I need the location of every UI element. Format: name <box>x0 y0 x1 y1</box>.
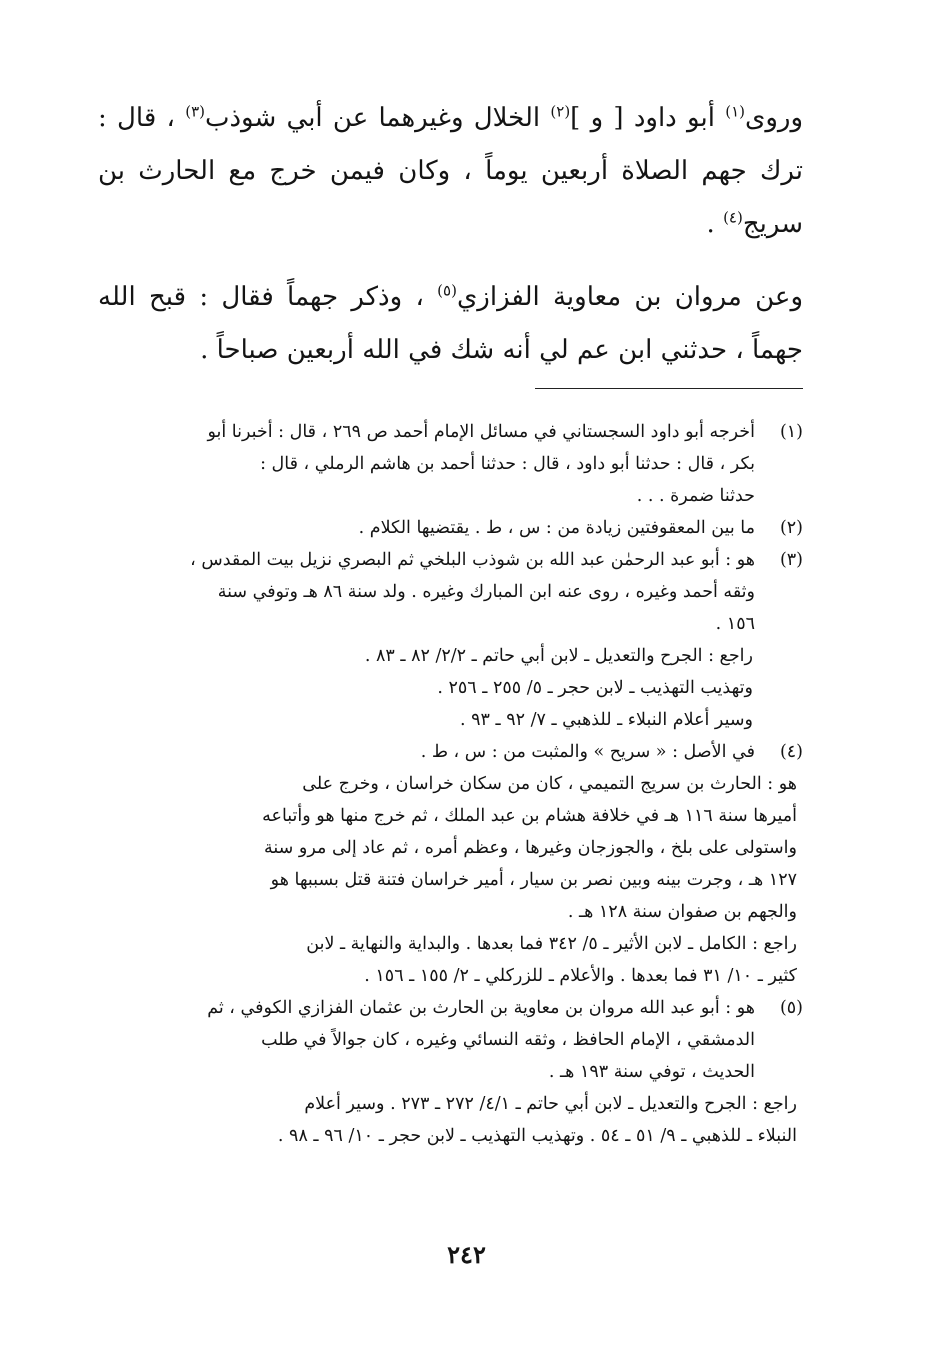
footnote-line: هو : أبو عبد الرحمٰن عبد الله بن شوذب البلخي ثم البصري نزيل بيت المقدس ، <box>190 550 755 570</box>
footnote-number: (١) <box>779 422 803 442</box>
text-run: وروى <box>744 103 804 133</box>
footnote-line: والجهم بن صفوان سنة ١٢٨ هـ . <box>567 902 797 922</box>
footnote-4 <box>98 736 803 768</box>
footnote-ref-5: (٥) <box>437 281 457 300</box>
text-run: . <box>706 209 724 239</box>
footnote-1 <box>98 416 803 512</box>
text-run: الخلال وغيرهما عن أبي شوذب <box>204 103 551 133</box>
footnote-separator <box>535 388 803 389</box>
paragraph-2 <box>98 271 803 377</box>
footnote-ref-2: (٢) <box>550 102 571 121</box>
reference-line: راجع : الجرح والتعديل ـ لابن أبي حاتم ـ ٢/٢/ ٨٢ ـ ٨٣ . <box>364 646 753 666</box>
text-run: أبو داود [ و ] <box>570 103 726 133</box>
footnote-line: أميرها سنة ١١٦ هـ في خلافة هشام بن عبد الملك ، ثم خرج منها هو وأتباعه <box>262 806 797 826</box>
text-run: وعن مروان بن معاوية الفزازي <box>456 282 804 312</box>
footnote-ref-4: (٤) <box>723 208 743 227</box>
footnotes <box>98 416 803 1152</box>
text-run: ، وذكر جهماً فقال : قبح الله جهماً ، حدثني ابن عم لي أنه شك في الله أربعين صباحاً . <box>98 282 803 365</box>
footnote-3 <box>98 544 803 640</box>
footnote-line: الدمشقي ، الإمام الحافظ ، وثقه النسائي وغيره ، كان جوالاً في طلب <box>261 1030 755 1050</box>
footnote-line: النبلاء ـ للذهبي ـ ٩/ ٥١ ـ ٥٤ . وتهذيب التهذيب ـ لابن حجر ـ ١٠/ ٩٦ ـ ٩٨ . <box>277 1126 797 1146</box>
footnote-line: وثقه أحمد وغيره ، روى عنه ابن المبارك وغيره . ولد سنة ٨٦ هـ وتوفي سنة <box>217 582 755 602</box>
footnote-line: ١٥٦ . <box>715 614 755 634</box>
footnote-2 <box>98 512 803 544</box>
footnote-line: كثير ـ ١٠/ ٣١ فما بعدها . والأعلام ـ للزركلي ـ ٢/ ١٥٥ ـ ١٥٦ . <box>364 966 797 986</box>
main-text <box>98 92 803 377</box>
footnote-line: ١٢٧ هـ ، وجرت بينه وبين نصر بن سيار ، أمير خراسان فتنة قتل بسببها هو <box>270 870 797 890</box>
footnote-4-continuation <box>98 768 803 992</box>
footnote-line: ما بين المعقوفتين زيادة من : س ، ط . يقتضيها الكلام . <box>358 518 755 538</box>
footnote-line: راجع : الكامل ـ لابن الأثير ـ ٥/ ٣٤٢ فما بعدها . والبداية والنهاية ـ لابن <box>306 934 797 954</box>
footnote-ref-1: (١) <box>725 102 745 121</box>
footnote-line: بكر ، قال : حدثنا أبو داود ، قال : حدثنا أحمد بن هاشم الرملي ، قال : <box>260 454 755 474</box>
footnote-line: هو : أبو عبد الله مروان بن معاوية بن الحارث بن عثمان الفزازي الكوفي ، ثم <box>207 998 755 1018</box>
footnote-3-references <box>98 640 803 736</box>
paragraph-1 <box>98 92 803 251</box>
footnote-line: واستولى على بلخ ، والجوزجان وغيرها ، وعظم أمره ، ثم عاد إلى مرو سنة <box>264 838 797 858</box>
footnote-line: حدثنا ضمرة . . . <box>636 486 755 506</box>
footnote-ref-3: (٣) <box>185 102 205 121</box>
footnote-line: الحديث ، توفي سنة ١٩٣ هـ . <box>548 1062 755 1082</box>
footnote-number: (٤) <box>779 742 803 762</box>
footnote-number: (٣) <box>779 550 803 570</box>
footnote-line: أخرجه أبو داود السجستاني في مسائل الإمام أحمد ص ٢٦٩ ، قال : أخبرنا أبو <box>207 422 755 442</box>
reference-line: وسير أعلام النبلاء ـ للذهبي ـ ٧/ ٩٢ ـ ٩٣ . <box>459 710 753 730</box>
footnote-line: في الأصل : « سريح » والمثبت من : س ، ط . <box>420 742 755 762</box>
footnote-number: (٥) <box>779 998 803 1018</box>
footnote-line: راجع : الجرح والتعديل ـ لابن أبي حاتم ـ ٤/١/ ٢٧٢ ـ ٢٧٣ . وسير أعلام <box>304 1094 797 1114</box>
reference-line: وتهذيب التهذيب ـ لابن حجر ـ ٥/ ٢٥٥ ـ ٢٥٦ . <box>437 678 753 698</box>
footnote-line: هو : الحارث بن سريج التميمي ، كان من سكان خراسان ، وخرج على <box>302 774 797 794</box>
footnote-5-continuation <box>98 1088 803 1152</box>
footnote-number: (٢) <box>779 518 803 538</box>
footnote-5 <box>98 992 803 1088</box>
text-run: ، قال : ترك جهم الصلاة أربعين يوماً ، وكان فيمن خرج مع الحارث بن سريج <box>98 103 803 239</box>
page-number: ٢٤٢ <box>447 1240 486 1269</box>
